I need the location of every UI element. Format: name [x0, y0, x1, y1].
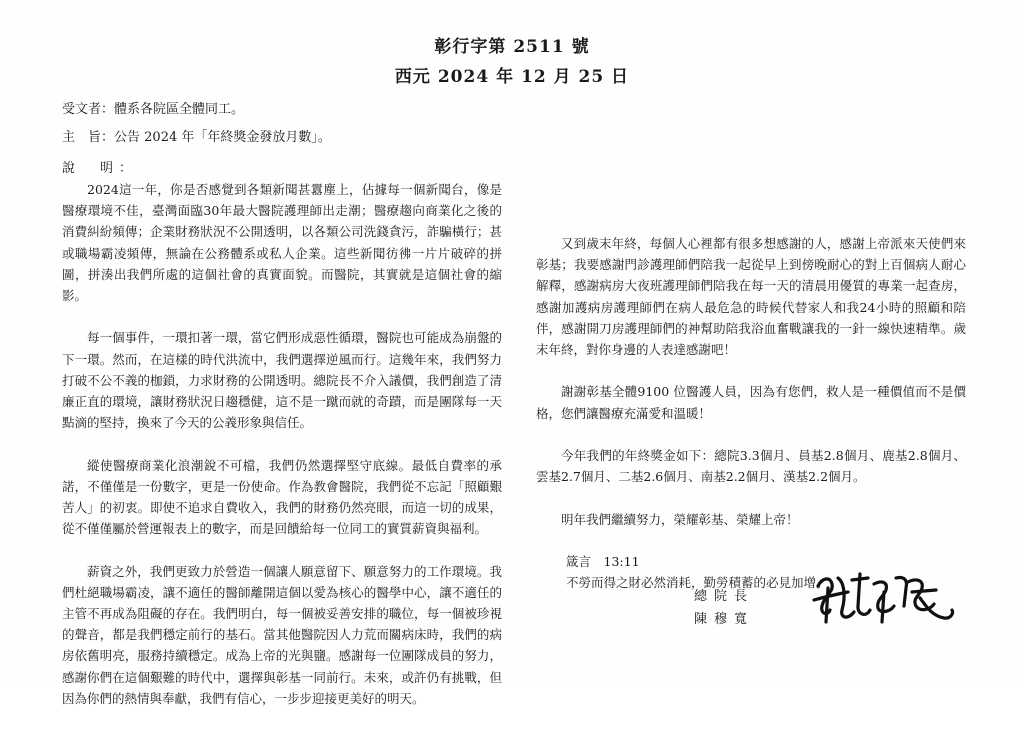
- verse-text: 不勞而得之財必然消耗，勤勞積蓄的必見加增。: [566, 574, 829, 590]
- document-date: 西元 2024 年 12 月 25 日: [394, 67, 630, 87]
- body-left-column: [62, 179, 502, 730]
- subject-label: 主 旨：: [62, 130, 115, 145]
- body-paragraph: 2024這一年，你是否感覺到各類新聞甚囂塵上，佔據每一個新聞台，像是醫療環境不佳，臺灣面臨30年最大醫院護理師出走潮；醫療趨向商業化之後的消費糾紛頻傳；企業財務狀況不公開透明，以各類公司洗錢貪污，詐騙橫行；甚或職場霸凌頻傳，無論在公務體系或私人企業。這些新聞彷彿一片片破碎的拼圖，拼湊出我們所處的這個社會的真實面貌。而醫院，其實就是這個社會的縮影。: [62, 182, 502, 304]
- recipients-value: 體系各院區全體同工。: [114, 102, 245, 117]
- body-right-column: [536, 233, 966, 593]
- subject-line: [62, 129, 331, 147]
- signer-name: 陳穆寬: [694, 612, 755, 627]
- recipients-line: [62, 101, 244, 119]
- verse-reference: 箴言 13:11: [566, 553, 640, 569]
- recipients-label: 受文者：: [62, 102, 115, 117]
- body-paragraph: 縱使醫療商業化浪潮銳不可檔，我們仍然選擇堅守底線。最低自費率的承諾，不僅僅是一份數字，更是一份使命。作為教會醫院，我們從不忘記「照顧艱苦人」的初衷。即使不追求自費收入，我們的財務仍然亮眼，而這一切的成果，從不僅僅屬於營運報表上的數字，而是回饋給每一位同工的實質薪資與福利。: [62, 457, 502, 537]
- body-paragraph: 又到歲末年終，每個人心裡都有很多想感謝的人，感謝上帝派來天使們來彰基；我要感謝門診護理師們陪我一起從早上到傍晚耐心的對上百個病人耐心解釋，感謝病房大夜班護理師們陪我在每一天的清晨用優質的專業一起查房，感謝加護病房護理師們在病人最危急的時候代替家人和我24小時的照顧和陪伴，感謝開刀房護理師們的神幫助陪我浴血奮戰讓我的一針一線快速精準。歲末年終，對你身邊的人表達感謝吧！: [536, 236, 966, 358]
- body-paragraph: 謝謝彰基全體9100 位醫護人員，因為有您們，救人是一種價值而不是價格，您們讓醫療充滿愛和溫暖！: [536, 384, 966, 421]
- explanation-label: 說 明：: [62, 161, 139, 176]
- body-paragraph: 今年我們的年終獎金如下：總院3.3個月、員基2.8個月、鹿基2.8個月、雲基2.7個月、二基2.6個月、南基2.2個月、漢基2.2個月。: [536, 448, 966, 485]
- document-number: 彰行字第 2511 號: [434, 37, 590, 57]
- handwritten-signature: [808, 566, 958, 628]
- signer-title: 總院長: [694, 589, 755, 604]
- subject-value: 公告 2024 年「年終獎金發放月數」。: [114, 130, 331, 145]
- body-paragraph: 每一個事件，一環扣著一環，當它們形成惡性循環，醫院也可能成為崩盤的下一環。然而，在這樣的時代洪流中，我們選擇逆風而行。這幾年來，我們努力打破不公不義的枷鎖，力求財務的公開透明。總院長不介入議價，我們創造了清廉正直的環境，讓財務狀況日趨穩健，這不是一蹴而就的奇蹟，而是團隊每一天點滴的堅持，換來了今天的公義形象與信任。: [62, 330, 502, 431]
- body-paragraph: 薪資之外，我們更致力於營造一個讓人願意留下、願意努力的工作環境。我們杜絕職場霸凌，讓不適任的醫師離開這個以愛為核心的醫學中心，讓不適任的主管不再成為阻礙的存在。我們明白，每一個被妥善安排的職位，每一個被珍視的聲音，都是我們穩定前行的基石。當其他醫院因人力荒而關病床時，我們的病房依舊明亮，服務持續穩定。成為上帝的光與鹽。感謝每一位團隊成員的努力，感謝你們在這個艱難的時代中，選擇與彰基一同前行。未來，或許仍有挑戰，但因為你們的熱情與奉獻，我們有信心，一步步迎接更美好的明天。: [62, 563, 502, 706]
- body-paragraph: 明年我們繼續努力，榮耀彰基、榮耀上帝！: [561, 511, 799, 527]
